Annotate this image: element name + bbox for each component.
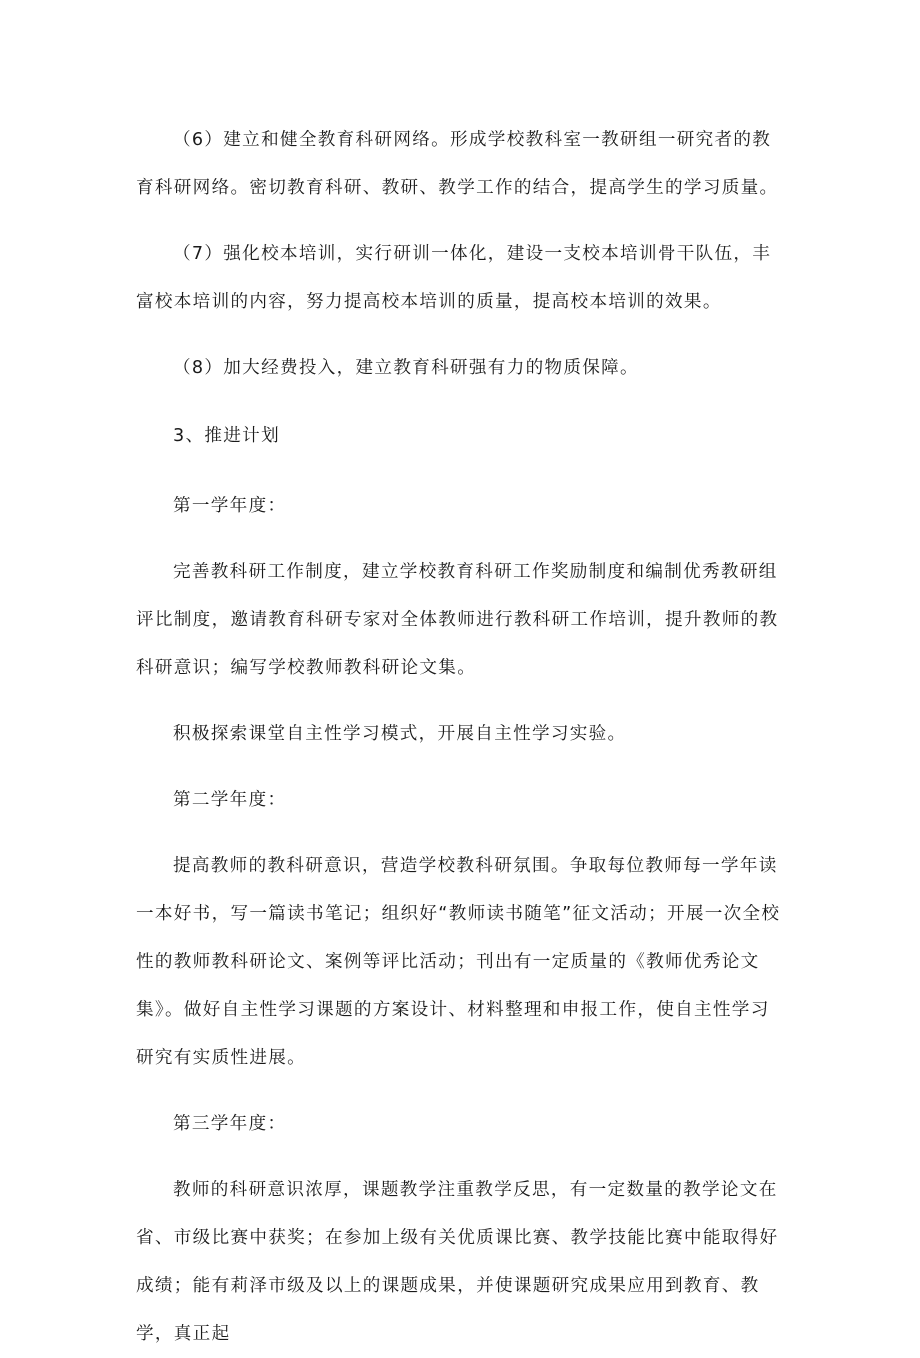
section-heading: 3、推进计划 (173, 426, 280, 446)
paragraph-year3: 教师的科研意识浓厚，课题教学注重教学反思，有一定数量的教学论文在省、市级比赛中获奖；在参加上级有关优质课比赛、教学技能比赛中能取得好成绩；能有莉泽市级及以上的课题成果，并使课题研究成果应用到教育、教学，真正起 (136, 1180, 779, 1344)
paragraph-item-7: （7）强化校本培训，实行研训一体化，建设一支校本培训骨干队伍，丰富校本培训的内容，努力提高校本培训的质量，提高校本培训的效果。 (136, 244, 772, 312)
paragraph-item-6: （6）建立和健全教育科研网络。形成学校教科室一教研组一研究者的教育科研网络。密切教育科研、教研、教学工作的结合，提高学生的学习质量。 (136, 130, 779, 198)
paragraph-year1-b: 积极探索课堂自主性学习模式，开展自主性学习实验。 (173, 724, 627, 744)
year-heading-3: 第三学年度： (173, 1114, 287, 1134)
paragraph-year1-a: 完善教科研工作制度，建立学校教育科研工作奖励制度和编制优秀教研组评比制度，邀请教育科研专家对全体教师进行教科研工作培训，提升教师的教科研意识；编写学校教师教科研论文集。 (136, 562, 779, 678)
document-body (136, 116, 784, 1358)
year-heading-2: 第二学年度： (173, 790, 287, 810)
paragraph-year2: 提高教师的教科研意识，营造学校教科研氛围。争取每位教师每一学年读一本好书，写一篇读书笔记；组织好“教师读书随笔”征文活动；开展一次全校性的教师教科研论文、案例等评比活动；刊出有一定质量的《教师优秀论文集》。做好自主性学习课题的方案设计、材料整理和申报工作，使自主性学习研究有实质性进展。 (136, 856, 781, 1068)
paragraph-item-8: （8）加大经费投入，建立教育科研强有力的物质保障。 (173, 358, 639, 378)
year-heading-1: 第一学年度： (173, 496, 287, 516)
